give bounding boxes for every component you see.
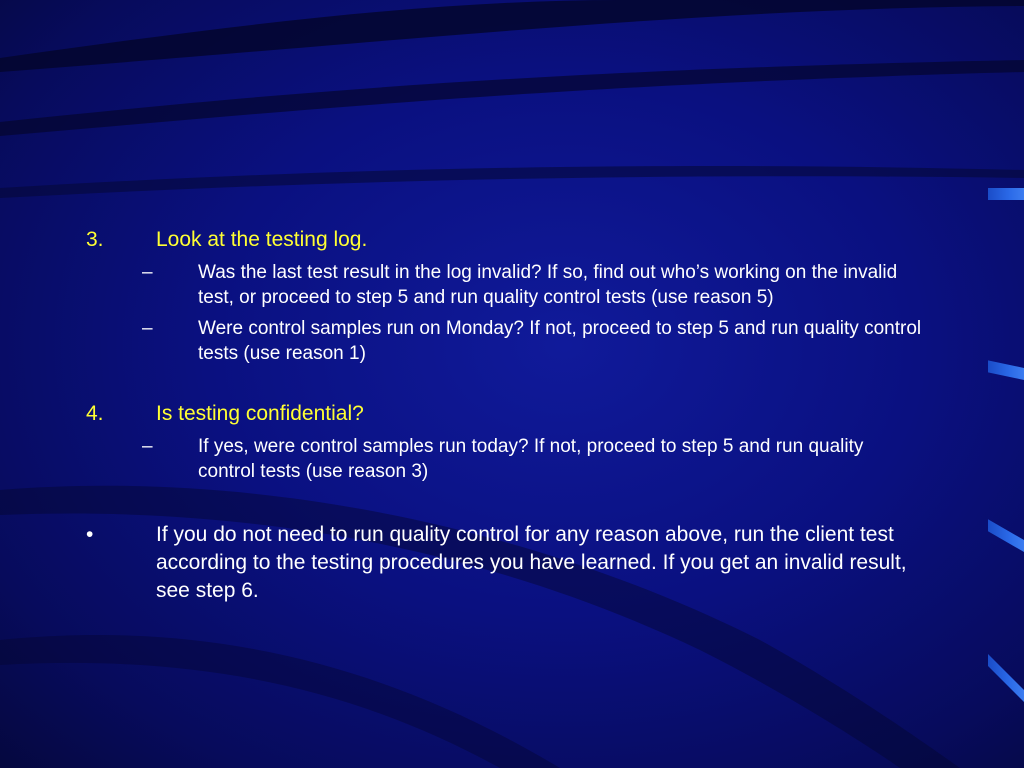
dash-marker: – (142, 318, 153, 339)
dash-marker: – (142, 262, 153, 283)
step-number: 4. (86, 402, 104, 425)
sub-item (142, 316, 922, 366)
step-heading: Look at the testing log. (156, 228, 368, 251)
bullet-marker: • (86, 523, 94, 546)
sub-item (142, 434, 922, 484)
bullet-text: If you do not need to run quality control for any reason above, run the client test according to the testing procedures you have learned. If you get an invalid result, see step 6. (156, 523, 907, 602)
step-heading: Is testing confidential? (156, 402, 364, 425)
sub-item-text: If yes, were control samples run today? If not, proceed to step 5 and run quality control tests (use reason 3) (198, 436, 864, 482)
sub-item (142, 260, 922, 310)
list-item-step-4 (86, 400, 946, 484)
list-item-step-3 (86, 226, 946, 366)
dash-marker: – (142, 436, 153, 457)
sub-item-text: Was the last test result in the log invalid? If so, find out who’s working on the invalid test, or proceed to step 5 and run quality control tests (use reason 5) (198, 262, 898, 308)
list-item-bullet (86, 521, 946, 605)
step-number: 3. (86, 228, 104, 251)
sub-item-text: Were control samples run on Monday? If not, proceed to step 5 and run quality control tests (use reason 1) (198, 318, 922, 364)
